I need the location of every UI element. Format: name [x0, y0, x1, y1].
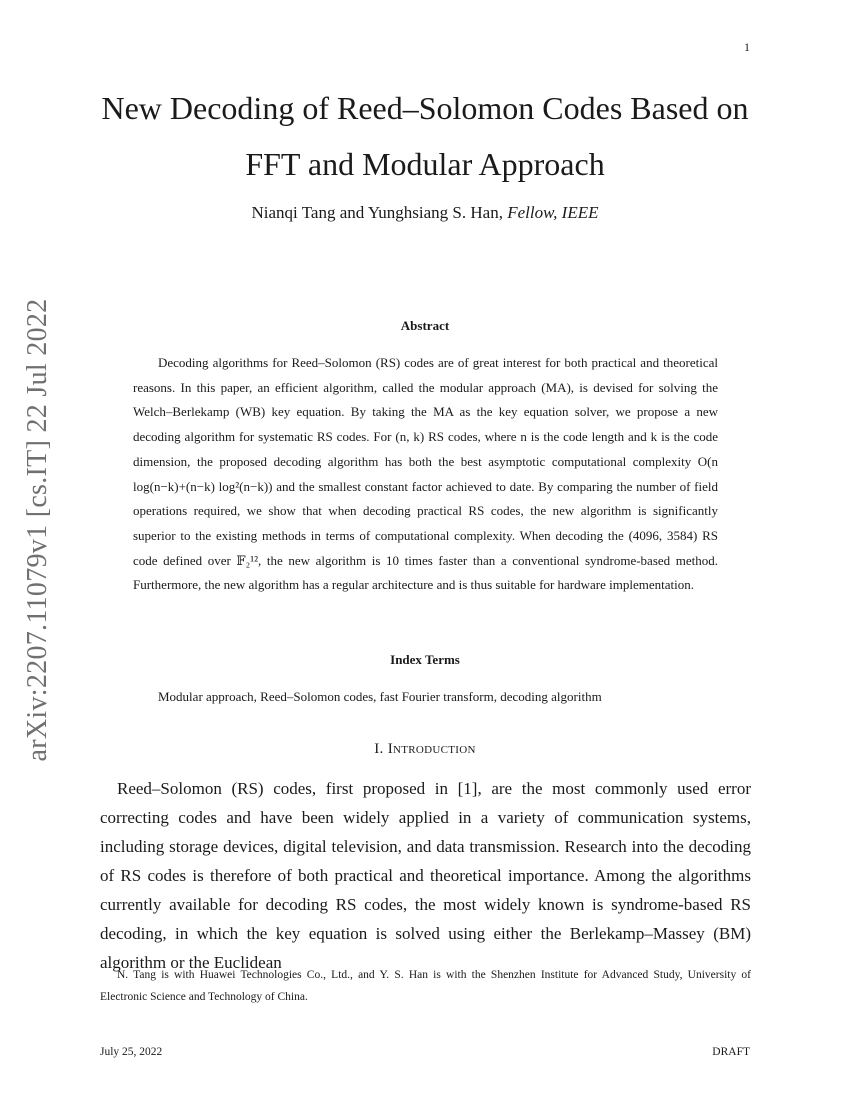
paper-title: New Decoding of Reed–Solomon Codes Based on FFT and Modular Approach: [101, 90, 749, 182]
author-affiliation: Fellow, IEEE: [507, 203, 599, 222]
page-number: 1: [744, 40, 750, 54]
abstract-heading: Abstract: [400, 318, 450, 333]
footer-date: July 25, 2022: [100, 1046, 163, 1058]
author-names: Nianqi Tang and Yunghsiang S. Han,: [251, 203, 503, 222]
author-line: [0, 203, 850, 223]
footnote: N. Tang is with Huawei Technologies Co., Ltd., and Y. S. Han is with the Shenzhen Institute for Advanced Study, University of Electronic Science and Technology of China.: [100, 969, 751, 1003]
index-terms-text: Modular approach, Reed–Solomon codes, fast Fourier transform, decoding algorithm: [158, 689, 602, 704]
section-title: Introduction: [387, 741, 476, 757]
index-terms-heading: Index Terms: [390, 652, 460, 667]
intro-paragraph: Reed–Solomon (RS) codes, first proposed in [1], are the most commonly used error correcting codes and have been widely applied in a variety of communication systems, including storage devices, digital television, and data transmission. Research into the decoding of RS codes is therefore of both practical and theoretical importance. Among the algorithms currently available for decoding RS codes, the most widely known is syndrome-based RS decoding, in which the key equation is solved using either the Berlekamp–Massey (BM) algorithm or the Euclidean: [100, 779, 751, 972]
section-heading: [0, 741, 850, 758]
section-number: I.: [374, 741, 384, 757]
footer-status: DRAFT: [712, 1046, 750, 1058]
arxiv-stamp: arXiv:2207.11079v1 [cs.IT] 22 Jul 2022: [22, 298, 53, 762]
abstract-text: Decoding algorithms for Reed–Solomon (RS) codes are of great interest for both practical and theoretical reasons. In this paper, an efficient algorithm, called the modular approach (MA), is devised for solving the Welch–Berlekamp (WB) key equation. By taking the MA as the key equation solver, we propose a new decoding algorithm for systematic RS codes. For (n, k) RS codes, where n is the code length and k is the code dimension, the proposed decoding algorithm has both the best asymptotic computational complexity O(n log(n−k)+(n−k) log²(n−k)) and the smallest constant factor achieved to date. By comparing the number of field operations required, we show that when decoding practical RS codes, the new algorithm is significantly superior to the existing methods in terms of computational complexity. When decoding the (4096, 3584) RS code defined over 𝔽₂¹², the new algorithm is 10 times faster than a conventional syndrome-based method. Furthermore, the new algorithm has a regular architecture and is thus suitable for hardware implementation.: [133, 355, 718, 593]
